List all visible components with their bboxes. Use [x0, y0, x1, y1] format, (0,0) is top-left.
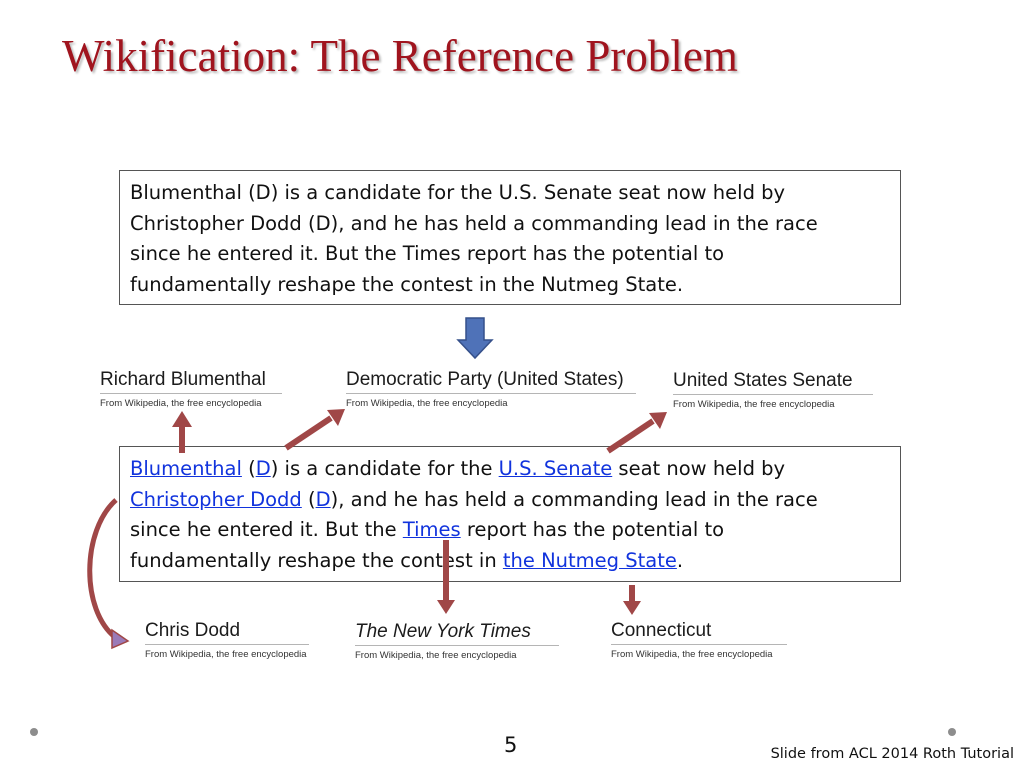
link-times[interactable]: Times [402, 518, 461, 541]
wiki-entry-us-senate[interactable] [673, 370, 873, 410]
wiki-title: Richard Blumenthal [100, 369, 266, 390]
link-nutmeg-state[interactable]: the Nutmeg State [502, 548, 677, 572]
text-fragment: ( [241, 457, 256, 480]
page-number: 5 [504, 733, 518, 757]
arrow-nutmeg-state [623, 585, 641, 615]
link-blumenthal[interactable]: Blumenthal [130, 457, 242, 480]
text-fragment: fundamentally reshape the contest in [130, 548, 503, 572]
wiki-divider [145, 644, 309, 645]
linked-text-line [130, 546, 890, 577]
slide-title: Wikification: The Reference Problem [62, 31, 738, 81]
wiki-source-note: From Wikipedia, the free encyclopedia [611, 649, 773, 660]
wiki-divider [346, 393, 636, 394]
text-fragment: report has the potential to [460, 518, 725, 541]
text-fragment: since he entered it. But the [130, 518, 403, 541]
plain-text-line: fundamentally reshape the contest in the Nutmeg State. [130, 272, 684, 296]
wiki-title: United States Senate [673, 370, 853, 391]
wiki-entry-chris-dodd[interactable] [145, 620, 309, 660]
wiki-divider [673, 394, 873, 395]
link-christopher-dodd[interactable]: Christopher Dodd [130, 487, 302, 511]
wiki-title: Connecticut [611, 620, 712, 641]
linked-text-box [119, 446, 901, 582]
wiki-entry-new-york-times[interactable] [355, 621, 559, 661]
arrow-democratic [286, 409, 345, 448]
link-d-first[interactable]: D [255, 457, 271, 480]
wiki-source-note: From Wikipedia, the free encyclopedia [673, 399, 835, 410]
linked-text-line [130, 454, 890, 485]
wiki-title: The New York Times [355, 621, 531, 642]
down-arrow-icon [458, 318, 492, 358]
text-fragment: seat now held by [612, 457, 786, 480]
plain-text-line: since he entered it. But the Times report has the potential to [130, 242, 725, 265]
wiki-divider [100, 393, 282, 394]
wiki-entry-connecticut[interactable] [611, 620, 787, 660]
linked-text-line [130, 515, 890, 546]
text-fragment: ), and he has held a commanding lead in the race [330, 487, 818, 511]
wiki-entry-richard-blumenthal[interactable] [100, 369, 282, 409]
wiki-divider [355, 645, 559, 646]
linked-text-line [130, 485, 890, 516]
wiki-title: Chris Dodd [145, 620, 241, 641]
nav-dot-left [30, 728, 38, 736]
wiki-title: Democratic Party (United States) [346, 369, 624, 390]
link-d-second[interactable]: D [315, 487, 331, 511]
link-us-senate[interactable]: U.S. Senate [498, 457, 613, 480]
wiki-divider [611, 644, 787, 645]
wiki-source-note: From Wikipedia, the free encyclopedia [346, 398, 508, 409]
text-fragment: ( [301, 487, 316, 511]
text-fragment: ) is a candidate for the [270, 457, 499, 480]
wiki-source-note: From Wikipedia, the free encyclopedia [100, 398, 262, 409]
wiki-source-note: From Wikipedia, the free encyclopedia [355, 650, 517, 661]
slide-credit: Slide from ACL 2014 Roth Tutorial [770, 746, 1014, 762]
plain-text-line: Christopher Dodd (D), and he has held a commanding lead in the race [130, 211, 818, 235]
plain-text-line: Blumenthal (D) is a candidate for the U.S. Senate seat now held by [130, 181, 786, 204]
nav-dot-right [948, 728, 956, 736]
plain-text-box [119, 170, 901, 305]
text-fragment: . [676, 548, 684, 572]
wiki-source-note: From Wikipedia, the free encyclopedia [145, 649, 307, 660]
wiki-entry-democratic-party[interactable] [346, 369, 636, 409]
